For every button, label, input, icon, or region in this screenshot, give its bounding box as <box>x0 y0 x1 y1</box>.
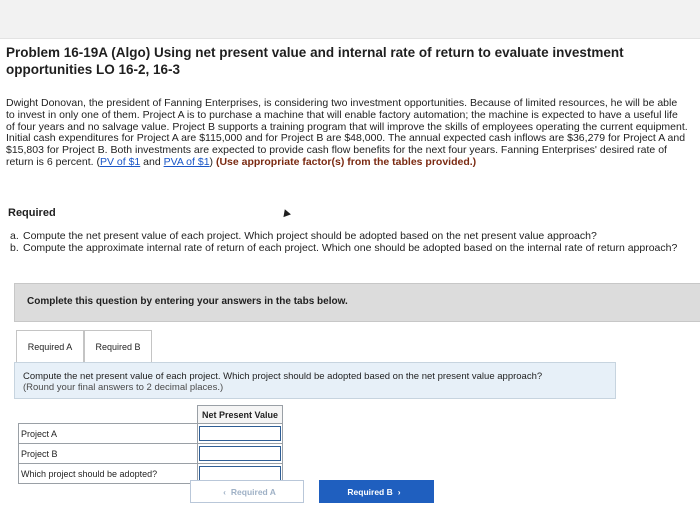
instruction-box <box>14 283 700 322</box>
npv-project-a-cell <box>198 424 283 444</box>
table-row <box>19 424 283 444</box>
npv-project-a-input[interactable] <box>199 426 281 441</box>
which-project-select[interactable] <box>199 466 281 481</box>
pva-of-1-link[interactable]: PVA of $1 <box>163 155 210 168</box>
prev-tab-button[interactable] <box>190 480 304 503</box>
npv-column-header: Net Present Value <box>198 406 283 424</box>
npv-project-b-cell <box>198 444 283 464</box>
use-factors-note: (Use appropriate factor(s) from the tables provided.) <box>215 155 477 168</box>
table-header-row <box>19 406 283 424</box>
question-text: Compute the net present value of each project. Which project should be adopted based on the net present value approach? <box>23 371 543 382</box>
intro-text: Dwight Donovan, the president of Fanning Enterprises, is considering two investment opportunities. Because of limited resources, he will be able to invest in only one of them. Project A is to purchase a machine that will enable factory automation; the machine is expected to have a useful life of four years and no salvage value. Project B supports a training program that will improve the skills of employees operating the current equipment. Initial cash expenditures for Project A are $115,000 and for Project B are $48,000. The annual expected cash inflows are $36,279 for Project A and $15,803 for Project B. Both investments are expected to provide cash flow benefits for the next four years. Fanning Enterprises' desired rate of return is 6 percent. <box>6 97 688 168</box>
intro-paren-open: ( <box>96 155 100 168</box>
npv-table <box>18 405 283 484</box>
next-tab-label: Required B <box>347 486 393 497</box>
required-part-b <box>10 243 678 255</box>
tab-required-a[interactable]: Required A <box>16 330 84 363</box>
part-text: Compute the net present value of each project. Which project should be adopted based on the net present value approach? <box>23 230 597 242</box>
problem-intro <box>6 98 688 169</box>
table-corner <box>19 406 198 424</box>
chevron-left-icon: ‹ <box>223 486 226 497</box>
part-label: b. <box>10 241 19 254</box>
row-label-project-a: Project A <box>19 424 198 444</box>
row-label-project-b: Project B <box>19 444 198 464</box>
required-parts <box>10 231 678 254</box>
intro-and: and <box>140 155 164 168</box>
question-box <box>14 362 616 399</box>
top-bar <box>0 0 700 39</box>
chevron-right-icon: › <box>397 486 401 497</box>
required-part-a <box>10 231 678 243</box>
part-label: a. <box>10 230 19 242</box>
part-text: Compute the approximate internal rate of return of each project. Which one should be adopted based on the internal rate of return approach? <box>23 241 678 254</box>
problem-title: Problem 16-19A (Algo) Using net present value and internal rate of return to evaluate investment opportunities LO 16-2, 16-3 <box>6 45 624 77</box>
mouse-cursor-icon <box>281 208 291 217</box>
rounding-note: (Round your final answers to 2 decimal places.) <box>23 382 224 393</box>
row-label-which-project: Which project should be adopted? <box>19 464 198 484</box>
required-heading: Required <box>8 207 56 219</box>
intro-paren-close: ) <box>209 155 214 168</box>
table-row <box>19 444 283 464</box>
npv-project-b-input[interactable] <box>199 446 281 461</box>
instruction-text: Complete this question by entering your answers in the tabs below. <box>27 296 348 307</box>
next-tab-button[interactable] <box>319 480 434 503</box>
prev-tab-label: Required A <box>230 486 276 497</box>
tab-required-b[interactable]: Required B <box>84 330 152 363</box>
pv-of-1-link[interactable]: PV of $1 <box>99 155 141 168</box>
